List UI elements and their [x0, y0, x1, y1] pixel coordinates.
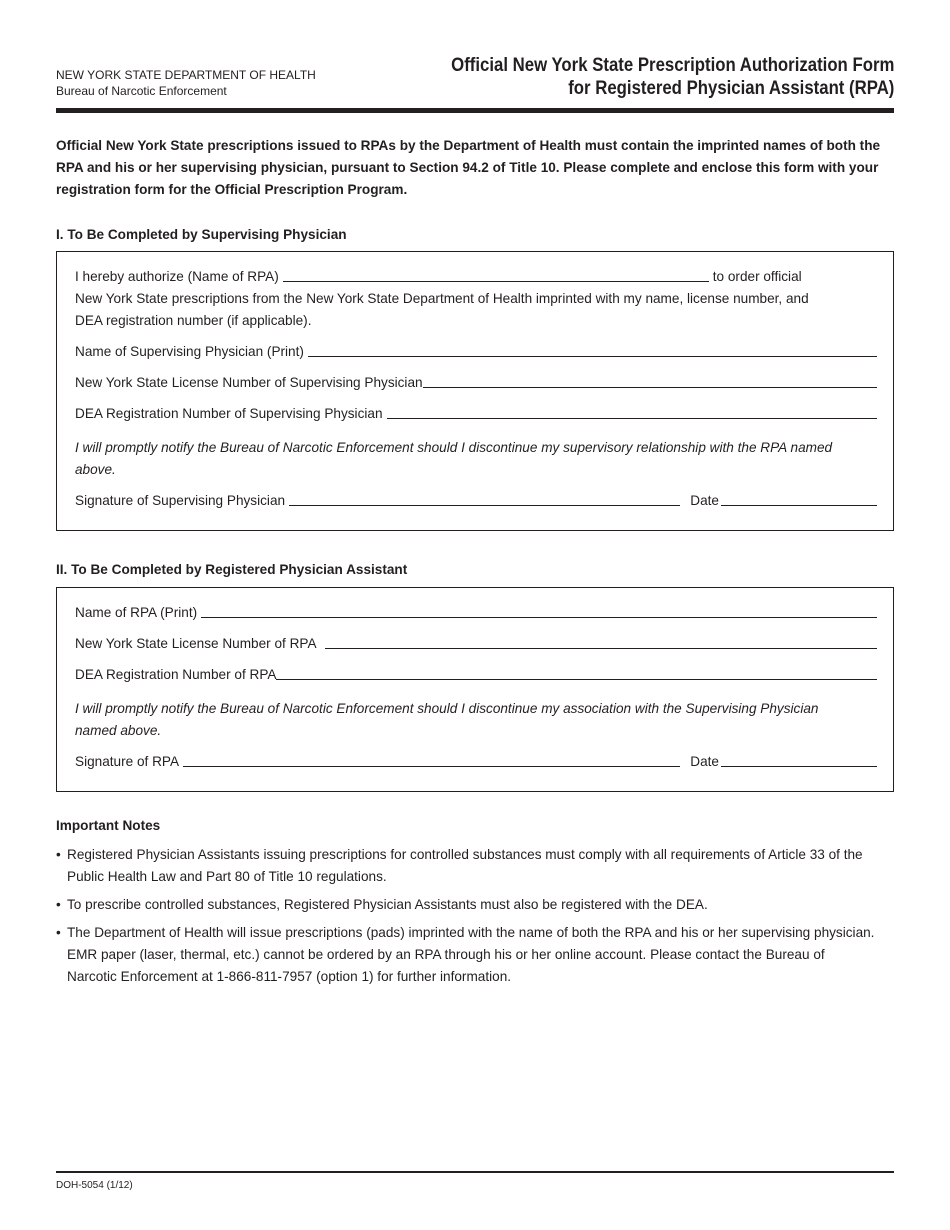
note-text: To prescribe controlled substances, Registered Physician Assistants must also be registered with the DEA.	[67, 897, 708, 912]
section-2-box	[56, 587, 894, 792]
supervising-signature-label: Signature of Supervising Physician	[75, 493, 286, 508]
rpa-license-field[interactable]	[325, 635, 877, 649]
note-text: Registered Physician Assistants issuing prescriptions for controlled substances must comply with all requirements of Article 33 of the Public Health Law and Part 80 of Title 10 regulations.	[67, 847, 863, 884]
form-title	[451, 54, 894, 100]
supervising-dea-label: DEA Registration Number of Supervising Physician	[75, 406, 383, 421]
note-item	[56, 894, 876, 916]
rpa-license-line	[75, 635, 877, 651]
note-item	[56, 922, 876, 988]
rpa-name-field[interactable]	[283, 268, 709, 282]
form-number: DOH-5054 (1/12)	[56, 1180, 133, 1191]
rpa-notice: I will promptly notify the Bureau of Narcotic Enforcement should I discontinue my association with the Supervising Physician named above.	[75, 701, 819, 738]
footer-divider	[56, 1171, 894, 1173]
authorize-prefix: I hereby authorize (Name of RPA)	[75, 269, 279, 284]
authorize-suffix: to order official	[712, 269, 802, 284]
supervising-signature-field[interactable]	[289, 492, 680, 506]
supervising-name-line	[75, 343, 877, 359]
agency-block	[56, 67, 316, 99]
rpa-dea-line	[75, 666, 877, 682]
rpa-name-label: Name of RPA (Print)	[75, 605, 198, 620]
intro-paragraph	[56, 135, 894, 201]
notes-heading: Important Notes	[56, 818, 161, 833]
intro-text: Official New York State prescriptions issued to RPAs by the Department of Health must contain the imprinted names of both the RPA and his or her supervising physician, pursuant to Section 94.2 of Title 10. Please complete and enclose this form with your registration form for the Official Prescription Program.	[56, 138, 881, 197]
rpa-date-field[interactable]	[721, 753, 877, 767]
bullet-icon: •	[56, 925, 61, 940]
supervising-dea-field[interactable]	[387, 405, 877, 419]
supervising-date-field[interactable]	[721, 492, 877, 506]
bullet-icon: •	[56, 897, 61, 912]
form-title-line-2: for Registered Physician Assistant (RPA)	[567, 77, 894, 99]
section-1-box	[56, 251, 894, 531]
agency-name: NEW YORK STATE DEPARTMENT OF HEALTH	[56, 68, 316, 82]
authorize-line	[75, 268, 823, 284]
authorize-rest: New York State prescriptions from the New York State Department of Health imprinted with my name, license number, and DEA registration number (if applicable).	[75, 291, 809, 328]
rpa-date-label: Date	[690, 754, 719, 769]
section-1-heading: I. To Be Completed by Supervising Physician	[56, 227, 347, 242]
rpa-signature-field[interactable]	[183, 753, 680, 767]
note-item	[56, 844, 876, 888]
rpa-dea-field[interactable]	[276, 666, 877, 680]
rpa-print-name-field[interactable]	[201, 604, 877, 618]
supervising-license-line	[75, 374, 877, 390]
bureau-name: Bureau of Narcotic Enforcement	[56, 84, 227, 98]
header-divider	[56, 108, 894, 113]
supervising-license-label: New York State License Number of Supervising Physician	[75, 375, 423, 390]
rpa-signature-label: Signature of RPA	[75, 754, 180, 769]
supervising-date-label: Date	[690, 493, 719, 508]
rpa-name-line	[75, 604, 877, 620]
note-text: The Department of Health will issue prescriptions (pads) imprinted with the name of both the RPA and his or her supervising physician. EMR paper (laser, thermal, etc.) cannot be ordered by an RPA through his or her online account. Please contact the Bureau of Narcotic Enforcement at 1-866-811-7957 (option 1) for further information.	[67, 925, 875, 984]
supervising-license-field[interactable]	[423, 374, 877, 388]
section-2-heading: II. To Be Completed by Registered Physician Assistant	[56, 562, 408, 577]
rpa-signature-line	[75, 753, 877, 769]
bullet-icon: •	[56, 847, 61, 862]
rpa-license-label: New York State License Number of RPA	[75, 636, 317, 651]
rpa-dea-label: DEA Registration Number of RPA	[75, 667, 277, 682]
supervising-signature-line	[75, 492, 877, 508]
notes-list	[56, 844, 876, 994]
supervising-name-label: Name of Supervising Physician (Print)	[75, 344, 304, 359]
supervising-name-field[interactable]	[308, 343, 877, 357]
form-title-line-1: Official New York State Prescription Authorization Form	[450, 54, 894, 76]
supervising-dea-line	[75, 405, 877, 421]
supervisory-notice: I will promptly notify the Bureau of Narcotic Enforcement should I discontinue my supervisory relationship with the RPA named above.	[75, 440, 833, 477]
